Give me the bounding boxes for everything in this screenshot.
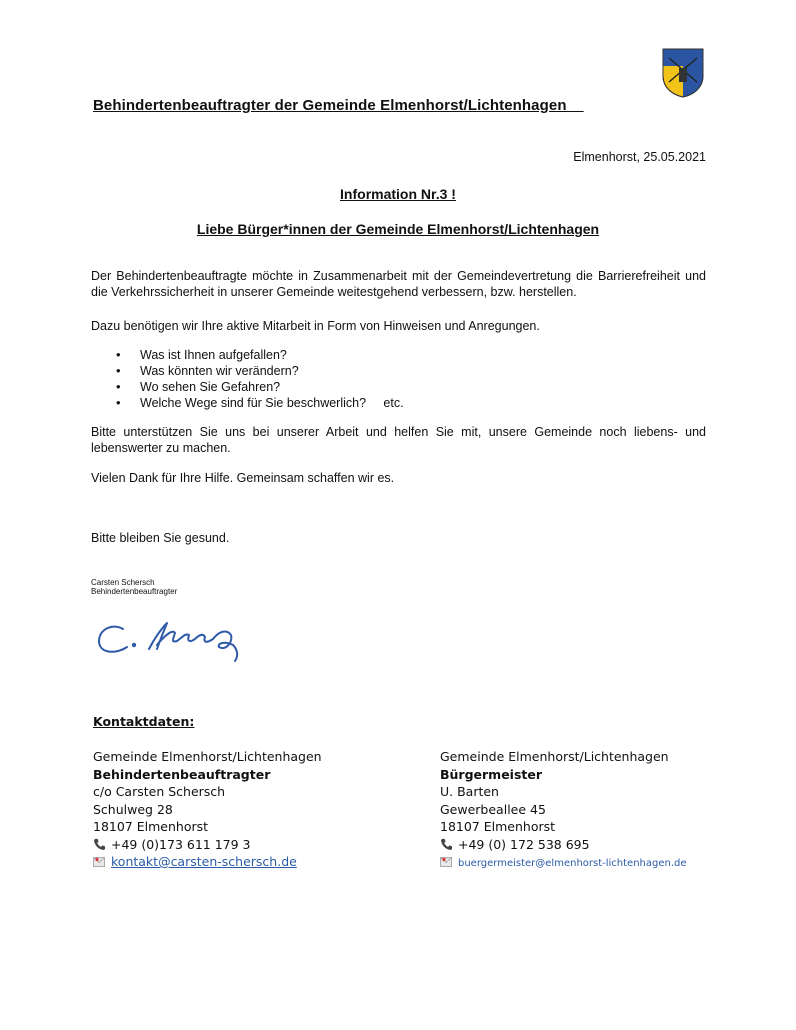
contact-email-link[interactable]: kontakt@carsten-schersch.de [111,854,297,869]
contact-org: Gemeinde Elmenhorst/Lichtenhagen [93,749,322,764]
contact-person: U. Barten [440,784,499,799]
contact-phone: +49 (0) 172 538 695 [458,836,590,852]
list-item: • Wo sehen Sie Gefahren? [116,379,404,395]
paragraph-support: Bitte unterstützen Sie uns bei unserer Arbeit und helfen Sie mit, unsere Gemeinde noch liebens- und lebenswerter zu machen. [91,425,706,455]
mail-icon [93,857,105,867]
contact-person: c/o Carsten Schersch [93,784,226,799]
signer-role: Behindertenbeauftragter [91,587,178,596]
list-item: • Welche Wege sind für Sie beschwerlich? etc. [116,395,404,411]
paragraph-intro: Der Behindertenbeauftragte möchte in Zusammenarbeit mit der Gemeindevertretung die Barrierefreiheit und die Verkehrssicherheit in unserer Gemeinde weitestgehend verbessern, bzw. herstellen. [91,269,706,299]
letter-date: Elmenhorst, 25.05.2021 [573,150,706,164]
contact-right [440,748,687,873]
mail-icon [440,857,452,867]
contact-phone-row [440,836,687,854]
contact-phone-row [93,836,322,854]
signer-name: Carsten Schersch [91,578,155,587]
contact-city: 18107 Elmenhorst [440,819,556,834]
contact-email-link[interactable]: buergermeister@elmenhorst-lichtenhagen.de [458,858,687,869]
question-list [116,347,404,411]
contact-email-row [93,853,322,871]
contact-email-row [440,853,687,873]
contact-org: Gemeinde Elmenhorst/Lichtenhagen [440,749,669,764]
contact-heading: Kontaktdaten: [93,714,195,729]
signature-image [93,615,253,665]
contact-role: Behindertenbeauftragter [93,766,271,782]
contact-street: Schulweg 28 [93,801,173,817]
paragraph-request: Dazu benötigen wir Ihre aktive Mitarbeit in Form von Hinweisen und Anregungen. [91,319,540,333]
contact-role: Bürgermeister [440,766,543,782]
contact-left [93,748,322,871]
phone-icon [93,838,106,851]
contact-phone: +49 (0)173 611 179 3 [111,836,251,852]
info-title: Information Nr.3 ! [340,186,456,202]
paragraph-thanks: Vielen Dank für Ihre Hilfe. Gemeinsam schaffen wir es. [91,471,395,485]
page-title: Behindertenbeauftragter der Gemeinde Elmenhorst/Lichtenhagen [93,97,584,114]
crest-icon [662,48,704,98]
contact-city: 18107 Elmenhorst [93,819,209,834]
contact-street: Gewerbeallee 45 [440,801,546,817]
list-item: • Was ist Ihnen aufgefallen? [116,347,404,363]
paragraph-closing: Bitte bleiben Sie gesund. [91,531,230,545]
list-item: • Was könnten wir verändern? [116,363,404,379]
phone-icon [440,838,453,851]
greeting-heading: Liebe Bürger*innen der Gemeinde Elmenhorst/Lichtenhagen [196,221,600,237]
